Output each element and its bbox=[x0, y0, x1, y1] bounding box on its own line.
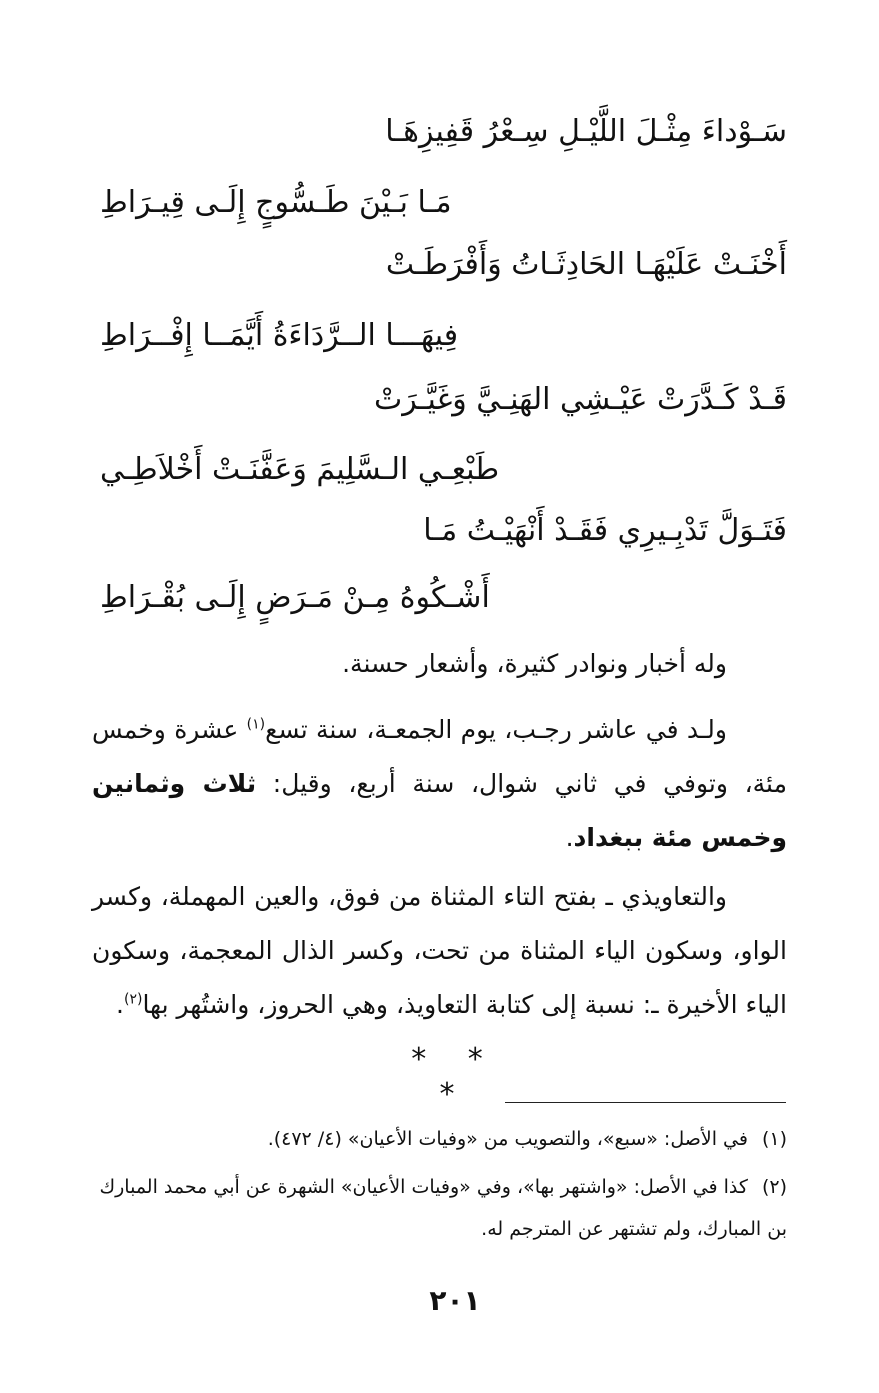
paragraph-2-bold: ثلاث وثمانين وخمس مئة ببغداد bbox=[92, 769, 787, 852]
footnote-2-text: كذا في الأصل: «واشتهر بها»، وفي «وفيات الأعيان» الشهرة عن أبي محمد المبارك بن المبارك، ولم تشتهر عن المترجم له. bbox=[99, 1176, 787, 1240]
footnote-ref-1[interactable]: (١) bbox=[246, 716, 266, 733]
paragraph-2 bbox=[92, 703, 787, 865]
footnote-2 bbox=[92, 1166, 787, 1250]
paragraph-2-end: . bbox=[565, 823, 574, 852]
poem-line-2: مَـا بَـيْنَ طَـسُّوجٍ إِلَـى قِيـرَاطِ bbox=[100, 185, 452, 220]
poem-line-6: طَبْعِـي الـسَّلِيمَ وَعَفَّنَـتْ أَخْلاَطِـي bbox=[100, 452, 500, 487]
poem-line-3: أَخْنَـتْ عَلَيْهَـا الحَادِثَـاتُ وَأَفْرَطَـتْ bbox=[385, 247, 787, 282]
footnote-2-number: (٢) bbox=[761, 1176, 787, 1198]
footnote-1 bbox=[92, 1118, 787, 1160]
page-number: ٢٠١ bbox=[429, 1284, 481, 1317]
paragraph-2-text-b: عشرة وخمس مئة، وتوفي في ثاني شوال، سنة أربع، وقيل: bbox=[92, 715, 787, 798]
paragraph-3-end: . bbox=[116, 990, 124, 1019]
footnote-1-number: (١) bbox=[761, 1128, 787, 1150]
paragraph-3-text: والتعاويذي ـ بفتح التاء المثناة من فوق، والعين المهملة، وكسر الواو، وسكون الياء المثناة من تحت، وكسر الذال المعجمة، وسكون الياء الأخيرة ـ: نسبة إلى كتابة التعاويذ، وهي الحروز، واشتُهر بها bbox=[92, 882, 787, 1019]
section-separator: * * * bbox=[411, 1042, 499, 1112]
paragraph-1 bbox=[92, 637, 787, 691]
poem-line-1: سَـوْداءَ مِثْـلَ اللَّيْـلِ سِـعْرُ قَفِيزِهَـا bbox=[385, 114, 787, 149]
paragraph-1-text: وله أخبار ونوادر كثيرة، وأشعار حسنة. bbox=[342, 649, 727, 678]
poem-line-8: أَشْـكُوهُ مِـنْ مَـرَضٍ إِلَـى بُقْـرَاطِ bbox=[100, 580, 490, 615]
footnote-divider bbox=[505, 1102, 786, 1103]
poem-line-4: فِيهَـــا الــرَّدَاءَةُ أَيَّمَــا إِفْــرَاطِ bbox=[100, 318, 459, 353]
paragraph-2-text-a: ولـد في عاشر رجـب، يوم الجمعـة، سنة تسع bbox=[265, 715, 728, 744]
paragraph-3 bbox=[92, 870, 787, 1032]
poem-line-7: فَتَـوَلَّ تَدْبِـيرِي فَقَـدْ أَنْهَيْـتُ مَـا bbox=[423, 513, 787, 548]
footnote-1-text: في الأصل: «سبع»، والتصويب من «وفيات الأعيان» (٤/ ٤٧٢). bbox=[267, 1128, 748, 1150]
footnote-ref-2[interactable]: (٢) bbox=[123, 991, 143, 1008]
poem-line-5: قَـدْ كَـدَّرَتْ عَيْـشِي الهَنِـيَّ وَغَيَّـرَتْ bbox=[373, 382, 787, 417]
